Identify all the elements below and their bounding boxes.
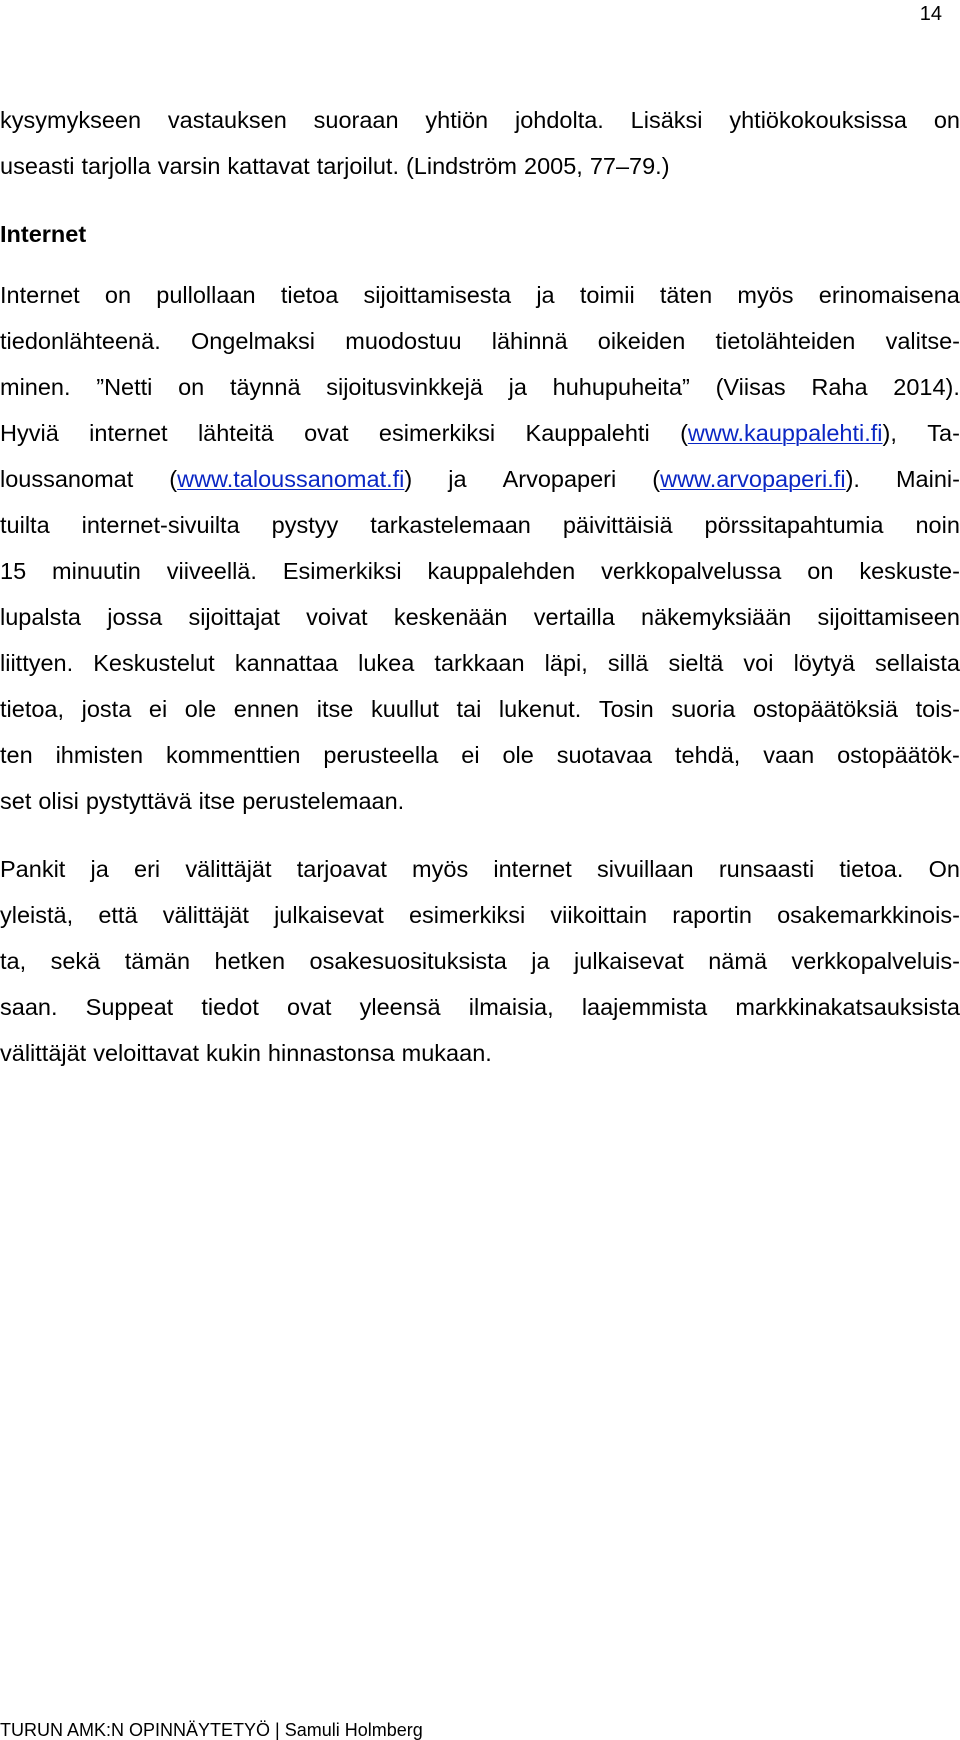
word: jossa bbox=[107, 604, 163, 630]
word: täten bbox=[659, 282, 713, 308]
word: tehdä, bbox=[674, 742, 741, 768]
word: pystyttävä bbox=[85, 788, 192, 814]
word: yhtiökokouksissa bbox=[729, 107, 907, 133]
hyperlink[interactable]: www.arvopaperi.fi bbox=[660, 466, 846, 492]
word: keskuste- bbox=[859, 558, 960, 584]
word: sivuillaan bbox=[596, 856, 694, 882]
word: tietoa, bbox=[0, 696, 65, 722]
word: olisi bbox=[38, 788, 79, 814]
text-line bbox=[0, 1038, 960, 1084]
word: tiedonlähteenä. bbox=[0, 328, 161, 354]
word: verkkopalveluis- bbox=[791, 948, 960, 974]
word bbox=[652, 464, 860, 510]
word: Hyviä bbox=[0, 420, 59, 446]
word: viikoittain bbox=[550, 902, 648, 928]
word: oikeiden bbox=[597, 328, 686, 354]
word: ei bbox=[461, 742, 480, 768]
word: päivittäisiä bbox=[562, 512, 673, 538]
text-line bbox=[0, 694, 960, 740]
word: vertailla bbox=[533, 604, 615, 630]
text-line bbox=[0, 372, 960, 418]
word: toimii bbox=[579, 282, 635, 308]
word: lähteitä bbox=[197, 420, 274, 446]
word: Tosin bbox=[598, 696, 654, 722]
word: perustelemaan. bbox=[242, 788, 405, 814]
word: 15 bbox=[0, 558, 27, 584]
page-footer: TURUN AMK:N OPINNÄYTETYÖ | Samuli Holmberg bbox=[0, 1720, 423, 1740]
word: 2005, bbox=[524, 153, 583, 179]
word: välittäjät bbox=[162, 902, 249, 928]
word: lähinnä bbox=[491, 328, 568, 354]
text-line bbox=[0, 556, 960, 602]
word: osakemarkkinois- bbox=[777, 902, 960, 928]
word: tarkkaan bbox=[434, 650, 525, 676]
punctuation: ), bbox=[882, 420, 897, 446]
word: itse bbox=[198, 788, 236, 814]
text-line bbox=[0, 151, 960, 197]
section-heading: Internet bbox=[0, 221, 87, 247]
word: kukin bbox=[206, 1040, 261, 1066]
word: set bbox=[0, 788, 32, 814]
word: nämä bbox=[708, 948, 768, 974]
word: ihmisten bbox=[55, 742, 144, 768]
word bbox=[680, 418, 897, 464]
word: sijoittamiseen bbox=[817, 604, 960, 630]
word: varsin bbox=[157, 153, 221, 179]
word: sillä bbox=[607, 650, 649, 676]
word: tarjoilut. bbox=[316, 153, 399, 179]
word: (Lindström bbox=[405, 153, 517, 179]
word: suoraan bbox=[313, 107, 399, 133]
word: ole bbox=[184, 696, 217, 722]
word: ei bbox=[148, 696, 168, 722]
word: sieltä bbox=[668, 650, 724, 676]
word: perusteella bbox=[323, 742, 439, 768]
word: tai bbox=[456, 696, 482, 722]
word: pystyy bbox=[271, 512, 339, 538]
word: välittäjät bbox=[0, 1040, 87, 1066]
word: itse bbox=[316, 696, 354, 722]
text-line bbox=[0, 105, 960, 151]
word: ten bbox=[0, 742, 33, 768]
word: Kauppalehti bbox=[525, 420, 650, 446]
word: internet-sivuilta bbox=[81, 512, 240, 538]
word: tietolähteiden bbox=[715, 328, 856, 354]
word: julkaisevat bbox=[574, 948, 684, 974]
word: laajemmista bbox=[581, 994, 708, 1020]
word: vastauksen bbox=[167, 107, 287, 133]
word: (Viisas bbox=[715, 374, 786, 400]
word: tuilta bbox=[0, 512, 50, 538]
text-line bbox=[0, 418, 960, 464]
word: noin bbox=[915, 512, 960, 538]
word: tarjolla bbox=[81, 153, 151, 179]
word: raportin bbox=[672, 902, 752, 928]
word: hetken bbox=[214, 948, 286, 974]
word: ta, bbox=[0, 948, 27, 974]
word: hinnastonsa bbox=[267, 1040, 395, 1066]
word: verkkopalvelussa bbox=[601, 558, 782, 584]
word: Ongelmaksi bbox=[190, 328, 316, 354]
punctuation: ) bbox=[404, 466, 413, 492]
word: suotavaa bbox=[556, 742, 653, 768]
text-line bbox=[0, 326, 960, 372]
word: kattavat bbox=[227, 153, 310, 179]
word: ovat bbox=[304, 420, 349, 446]
word: ovat bbox=[287, 994, 332, 1020]
page-number: 14 bbox=[919, 3, 942, 25]
word: Keskustelut bbox=[93, 650, 215, 676]
word: tarkastelemaan bbox=[370, 512, 531, 538]
word: täynnä bbox=[229, 374, 301, 400]
punctuation: ( bbox=[169, 466, 178, 492]
word: minuutin bbox=[52, 558, 141, 584]
text-line bbox=[0, 946, 960, 992]
word: ja bbox=[448, 466, 467, 492]
word: loussanomat bbox=[0, 466, 134, 492]
word: Raha bbox=[811, 374, 868, 400]
word: esimerkiksi bbox=[378, 420, 496, 446]
word: on bbox=[104, 282, 132, 308]
word: vaan bbox=[763, 742, 815, 768]
word bbox=[169, 464, 412, 510]
word: internet bbox=[493, 856, 572, 882]
word: voi bbox=[743, 650, 774, 676]
word: ja bbox=[90, 856, 109, 882]
word: ennen bbox=[233, 696, 300, 722]
paragraph bbox=[0, 854, 960, 1084]
word: Suppeat bbox=[85, 994, 174, 1020]
word: viiveellä. bbox=[166, 558, 257, 584]
word: tietoa bbox=[280, 282, 339, 308]
word: ”Netti bbox=[96, 374, 153, 400]
word: kommenttien bbox=[165, 742, 301, 768]
word: ja bbox=[536, 282, 555, 308]
word: sekä bbox=[50, 948, 101, 974]
text-line bbox=[0, 602, 960, 648]
word: ostopäätöksiä bbox=[752, 696, 898, 722]
word: julkaisevat bbox=[274, 902, 384, 928]
word: kannattaa bbox=[234, 650, 339, 676]
word: kuullut bbox=[370, 696, 439, 722]
word: johdolta. bbox=[514, 107, 604, 133]
word: 77–79.) bbox=[589, 153, 670, 179]
word: josta bbox=[81, 696, 132, 722]
word: eri bbox=[134, 856, 161, 882]
word: ostopäätök- bbox=[837, 742, 960, 768]
word: on bbox=[807, 558, 834, 584]
word: lukea bbox=[358, 650, 415, 676]
document-body bbox=[0, 105, 960, 1084]
word: Lisäksi bbox=[630, 107, 703, 133]
word: välittäjät bbox=[185, 856, 272, 882]
word: suoria bbox=[671, 696, 736, 722]
word: on bbox=[178, 374, 205, 400]
punctuation: ( bbox=[652, 466, 661, 492]
text-line bbox=[0, 740, 960, 786]
word: osakesuosituksista bbox=[309, 948, 507, 974]
word: ilmaisia, bbox=[468, 994, 554, 1020]
text-line bbox=[0, 992, 960, 1038]
word: saan. bbox=[0, 994, 58, 1020]
word: Ta- bbox=[927, 420, 960, 446]
word: on bbox=[933, 107, 960, 133]
word: sijoittajat bbox=[188, 604, 280, 630]
word: liittyen. bbox=[0, 650, 74, 676]
word: ja bbox=[531, 948, 550, 974]
word: näkemyksiään bbox=[641, 604, 792, 630]
word: valitse- bbox=[885, 328, 960, 354]
text-line bbox=[0, 464, 960, 510]
word: ja bbox=[508, 374, 527, 400]
word: esimerkiksi bbox=[408, 902, 526, 928]
word: lupalsta bbox=[0, 604, 81, 630]
word: myös bbox=[737, 282, 794, 308]
word: tiedot bbox=[201, 994, 259, 1020]
word: Maini- bbox=[895, 466, 960, 492]
word: mukaan. bbox=[401, 1040, 492, 1066]
word: Internet bbox=[0, 282, 80, 308]
word: yleistä, bbox=[0, 902, 74, 928]
word: erinomaisena bbox=[818, 282, 960, 308]
word: tämän bbox=[124, 948, 191, 974]
word: sellaista bbox=[875, 650, 960, 676]
word: On bbox=[928, 856, 960, 882]
word: myös bbox=[412, 856, 469, 882]
word: yhtiön bbox=[425, 107, 489, 133]
word: internet bbox=[89, 420, 168, 446]
word: Pankit bbox=[0, 856, 66, 882]
word: ole bbox=[502, 742, 534, 768]
word: yleensä bbox=[359, 994, 441, 1020]
word: löytyä bbox=[793, 650, 855, 676]
word: sijoittamisesta bbox=[363, 282, 512, 308]
word: Arvopaperi bbox=[502, 466, 617, 492]
text-line bbox=[0, 648, 960, 694]
text-line bbox=[0, 900, 960, 946]
word: runsaasti bbox=[718, 856, 815, 882]
word: kauppalehden bbox=[427, 558, 576, 584]
word: voivat bbox=[306, 604, 368, 630]
word: että bbox=[98, 902, 138, 928]
word: Esimerkiksi bbox=[282, 558, 402, 584]
word: veloittavat bbox=[93, 1040, 200, 1066]
word: keskenään bbox=[393, 604, 508, 630]
word: useasti bbox=[0, 153, 75, 179]
punctuation: ). bbox=[845, 466, 860, 492]
word: kysymykseen bbox=[0, 107, 142, 133]
hyperlink[interactable]: www.taloussanomat.fi bbox=[177, 466, 405, 492]
word: huhupuheita” bbox=[552, 374, 690, 400]
word: pullollaan bbox=[156, 282, 256, 308]
word: sijoitusvinkkejä bbox=[326, 374, 483, 400]
text-line bbox=[0, 510, 960, 556]
word: 2014). bbox=[893, 374, 960, 400]
text-line bbox=[0, 854, 960, 900]
text-line bbox=[0, 786, 960, 832]
word: muodostuu bbox=[345, 328, 462, 354]
word: minen. bbox=[0, 374, 71, 400]
word: tietoa. bbox=[839, 856, 904, 882]
word: markkinakatsauksista bbox=[735, 994, 960, 1020]
hyperlink[interactable]: www.kauppalehti.fi bbox=[687, 420, 883, 446]
punctuation: ( bbox=[680, 420, 688, 446]
paragraph bbox=[0, 105, 960, 197]
word: lukenut. bbox=[498, 696, 582, 722]
word: läpi, bbox=[544, 650, 588, 676]
text-line bbox=[0, 280, 960, 326]
word: pörssitapahtumia bbox=[704, 512, 884, 538]
word: tarjoavat bbox=[296, 856, 387, 882]
word: tois- bbox=[915, 696, 960, 722]
paragraph bbox=[0, 280, 960, 832]
